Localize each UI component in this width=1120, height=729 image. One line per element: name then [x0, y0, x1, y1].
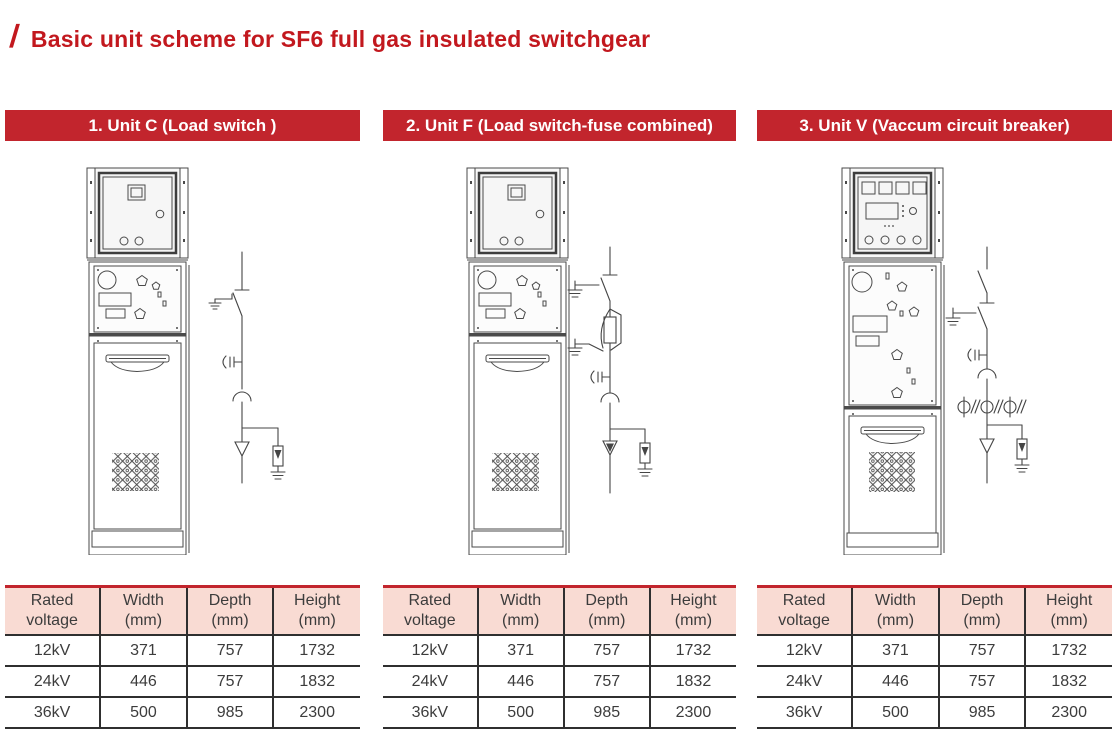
current-transformer-symbols — [958, 397, 1026, 417]
unit-v-header-bar: 3. Unit V (Vaccum circuit breaker) — [757, 110, 1112, 141]
earthing-switch-symbol — [946, 308, 976, 325]
earthing-switch-symbol — [209, 294, 232, 309]
table-cell: 2300 — [650, 697, 736, 728]
door-handle — [486, 355, 549, 372]
table-cell: 2300 — [1025, 697, 1112, 728]
unit-v-dimensions-table — [757, 585, 1112, 729]
earthing-switch-symbol-2 — [568, 339, 603, 355]
table-row — [5, 697, 360, 728]
table-header-cell: Depth (mm) — [187, 587, 274, 636]
disconnector-symbol — [978, 303, 994, 329]
table-row — [383, 666, 736, 697]
table-header-cell: Height (mm) — [1025, 587, 1112, 636]
table-cell: 371 — [100, 635, 187, 666]
door-handle — [106, 355, 169, 372]
table-cell: 371 — [852, 635, 939, 666]
ventilation-grille — [112, 453, 159, 491]
table-row — [757, 635, 1112, 666]
table-row — [5, 635, 360, 666]
table-cell: 500 — [852, 697, 939, 728]
fuse-symbol — [601, 301, 621, 350]
voltage-indicator-symbol — [223, 356, 242, 368]
unit-f-header-bar: 2. Unit F (Load switch-fuse combined) — [383, 110, 736, 141]
surge-arrester-symbol — [1015, 425, 1029, 472]
table-row — [383, 635, 736, 666]
table-header-cell: Height (mm) — [650, 587, 736, 636]
cable-compartment-door — [94, 343, 181, 529]
table-cell: 757 — [564, 635, 650, 666]
unit-c-single-line-diagram — [202, 250, 297, 485]
table-cell: 1832 — [650, 666, 736, 697]
table-cell: 12kV — [5, 635, 100, 666]
unit-c-cabinet-drawing — [85, 165, 190, 555]
table-header-cell: Depth (mm) — [939, 587, 1026, 636]
unit-section-c — [5, 110, 360, 721]
table-cell: 36kV — [5, 697, 100, 728]
table-cell: 24kV — [5, 666, 100, 697]
cable-compartment-door — [849, 416, 936, 533]
circuit-breaker-symbol — [978, 247, 987, 303]
table-header-cell: Width (mm) — [100, 587, 187, 636]
surge-arrester-symbol — [638, 429, 652, 476]
table-cell: 500 — [478, 697, 564, 728]
table-header-cell: Rated voltage — [757, 587, 852, 636]
table-cell: 36kV — [757, 697, 852, 728]
page-header — [10, 20, 650, 53]
table-cell: 1732 — [273, 635, 360, 666]
cable-termination-symbol — [235, 428, 249, 483]
cabinet-base — [847, 533, 938, 547]
table-header-cell: Width (mm) — [852, 587, 939, 636]
table-row — [757, 666, 1112, 697]
table-row — [757, 697, 1112, 728]
bushing-symbol — [601, 393, 619, 402]
bushing-symbol — [978, 369, 996, 378]
surge-arrester-symbol — [271, 428, 285, 479]
cable-compartment-door — [474, 343, 561, 529]
ventilation-grille — [869, 452, 915, 492]
table-cell: 1832 — [273, 666, 360, 697]
table-cell: 12kV — [757, 635, 852, 666]
unit-v-single-line-diagram — [927, 245, 1042, 485]
table-cell: 1832 — [1025, 666, 1112, 697]
unit-c-dimensions-table — [5, 585, 360, 729]
table-cell: 757 — [187, 666, 274, 697]
unit-f-dimensions-table — [383, 585, 736, 729]
page-title: Basic unit scheme for SF6 full gas insulated switchgear — [30, 26, 651, 52]
cable-termination-symbol — [603, 429, 617, 493]
ventilation-grille — [492, 453, 539, 491]
table-cell: 757 — [939, 635, 1026, 666]
bushing-symbol — [233, 392, 251, 401]
table-cell: 757 — [187, 635, 274, 666]
unit-section-f — [383, 110, 736, 721]
table-header-row — [5, 587, 360, 636]
cabinet-base — [472, 531, 563, 547]
cable-termination-symbol — [980, 425, 994, 483]
table-cell: 2300 — [273, 697, 360, 728]
table-header-cell: Height (mm) — [273, 587, 360, 636]
table-header-cell: Rated voltage — [383, 587, 478, 636]
table-cell: 36kV — [383, 697, 478, 728]
table-cell: 757 — [564, 666, 650, 697]
table-header-row — [757, 587, 1112, 636]
table-cell: 446 — [100, 666, 187, 697]
table-cell: 985 — [187, 697, 274, 728]
table-cell: 1732 — [650, 635, 736, 666]
table-cell: 24kV — [383, 666, 478, 697]
unit-f-single-line-diagram — [553, 245, 668, 495]
cabinet-base — [92, 531, 183, 547]
table-cell: 24kV — [757, 666, 852, 697]
table-cell: 446 — [478, 666, 564, 697]
table-row — [383, 697, 736, 728]
table-header-row — [383, 587, 736, 636]
table-header-cell: Width (mm) — [478, 587, 564, 636]
table-header-cell: Rated voltage — [5, 587, 100, 636]
table-row — [5, 666, 360, 697]
load-switch-symbol — [233, 252, 249, 316]
switch-compartment — [89, 262, 189, 555]
table-cell: 985 — [564, 697, 650, 728]
voltage-indicator-symbol — [968, 349, 987, 361]
unit-section-v — [757, 110, 1112, 721]
door-handle — [861, 427, 924, 444]
low-voltage-compartment — [87, 168, 188, 258]
table-cell: 446 — [852, 666, 939, 697]
table-header-cell: Depth (mm) — [564, 587, 650, 636]
table-cell: 757 — [939, 666, 1026, 697]
voltage-indicator-symbol — [591, 371, 610, 383]
table-cell: 985 — [939, 697, 1026, 728]
load-switch-symbol — [601, 247, 617, 301]
table-cell: 12kV — [383, 635, 478, 666]
unit-c-header-bar: 1. Unit C (Load switch ) — [5, 110, 360, 141]
title-slash-icon: / — [8, 18, 21, 54]
table-cell: 500 — [100, 697, 187, 728]
table-cell: 1732 — [1025, 635, 1112, 666]
earthing-switch-symbol — [568, 281, 599, 297]
table-cell: 371 — [478, 635, 564, 666]
